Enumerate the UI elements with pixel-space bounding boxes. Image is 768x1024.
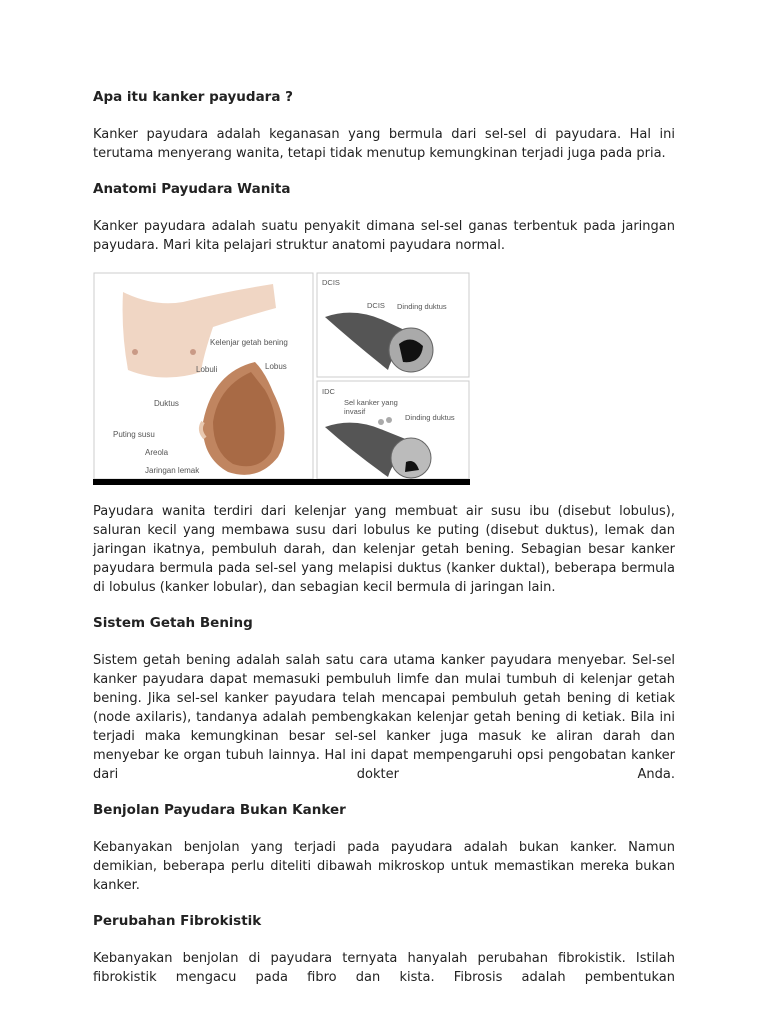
label-puting: Puting susu xyxy=(113,430,155,439)
paragraph: Kebanyakan benjolan yang terjadi pada payudara adalah bukan kanker. Namun demikian, beberapa perlu diteliti dibawah mikroskop untuk memastikan mereka bukan kanker. xyxy=(93,840,675,893)
paragraph: Payudara wanita terdiri dari kelenjar yang membuat air susu ibu (disebut lobulus), saluran kecil yang membawa susu dari lobulus ke puting (disebut duktus), lemak dan jaringan ikatnya, pembuluh darah, dan kelenjar getah bening. Sebagian besar kanker payudara bermula pada sel-sel yang melapisi duktus (kanker duktal), beberapa bermula di lobulus (kanker lobular), dan sebagian kecil bermula di jaringan lain. xyxy=(93,504,675,595)
label-lemak: Jaringan lemak xyxy=(145,466,200,475)
heading-benjolan: Benjolan Payudara Bukan Kanker xyxy=(93,802,346,818)
label-sel-kanker-2: invasif xyxy=(344,407,366,416)
label-lobuli: Lobuli xyxy=(196,365,218,374)
paragraph: Kanker payudara adalah keganasan yang bermula dari sel-sel di payudara. Hal ini terutama menyerang wanita, tetapi tidak menutup kemungkinan terjadi juga pada pria. xyxy=(93,127,675,161)
label-dinding-2: Dinding duktus xyxy=(405,413,455,422)
label-dinding-1: Dinding duktus xyxy=(397,302,447,311)
label-duktus: Duktus xyxy=(154,399,179,408)
label-lobus: Lobus xyxy=(265,362,287,371)
heading-fibrokistik: Perubahan Fibrokistik xyxy=(93,913,262,929)
label-kelenjar: Kelenjar getah bening xyxy=(210,338,288,347)
document-page xyxy=(93,88,675,1004)
label-dcis-title: DCIS xyxy=(322,278,340,287)
paragraph: Kebanyakan benjolan di payudara ternyata hanyalah perubahan fibrokistik. Istilah fibrokistik mengacu pada fibro dan kista. Fibrosis adalah pembentukan xyxy=(93,951,675,985)
label-idc-title: IDC xyxy=(322,387,335,396)
heading-apa-itu: Apa itu kanker payudara ? xyxy=(93,89,293,105)
paragraph: Kanker payudara adalah suatu penyakit dimana sel-sel ganas terbentuk pada jaringan payudara. Mari kita pelajari struktur anatomi payudara normal. xyxy=(93,219,675,253)
label-areola: Areola xyxy=(145,448,169,457)
paragraph: Sistem getah bening adalah salah satu cara utama kanker payudara menyebar. Sel-sel kanker payudara dapat memasuki pembuluh limfe dan mulai tumbuh di kelenjar getah bening. Jika sel-sel kanker payudara telah mencapai pembuluh getah bening di ketiak (node axilaris), tandanya adalah pembengkakan kelenjar getah bening di ketiak. Bila ini terjadi maka kemungkinan besar sel-sel kanker juga masuk ke aliran darah dan menyebar ke organ tubuh lainnya. Hal ini dapat mempengaruhi opsi pengobatan kanker dari dokter Anda. xyxy=(93,653,675,782)
heading-sistem-getah-bening: Sistem Getah Bening xyxy=(93,615,253,631)
heading-anatomi: Anatomi Payudara Wanita xyxy=(93,181,291,197)
label-dcis: DCIS xyxy=(367,301,385,310)
breast-anatomy-figure xyxy=(93,272,470,485)
label-sel-kanker-1: Sel kanker yang xyxy=(344,398,398,407)
